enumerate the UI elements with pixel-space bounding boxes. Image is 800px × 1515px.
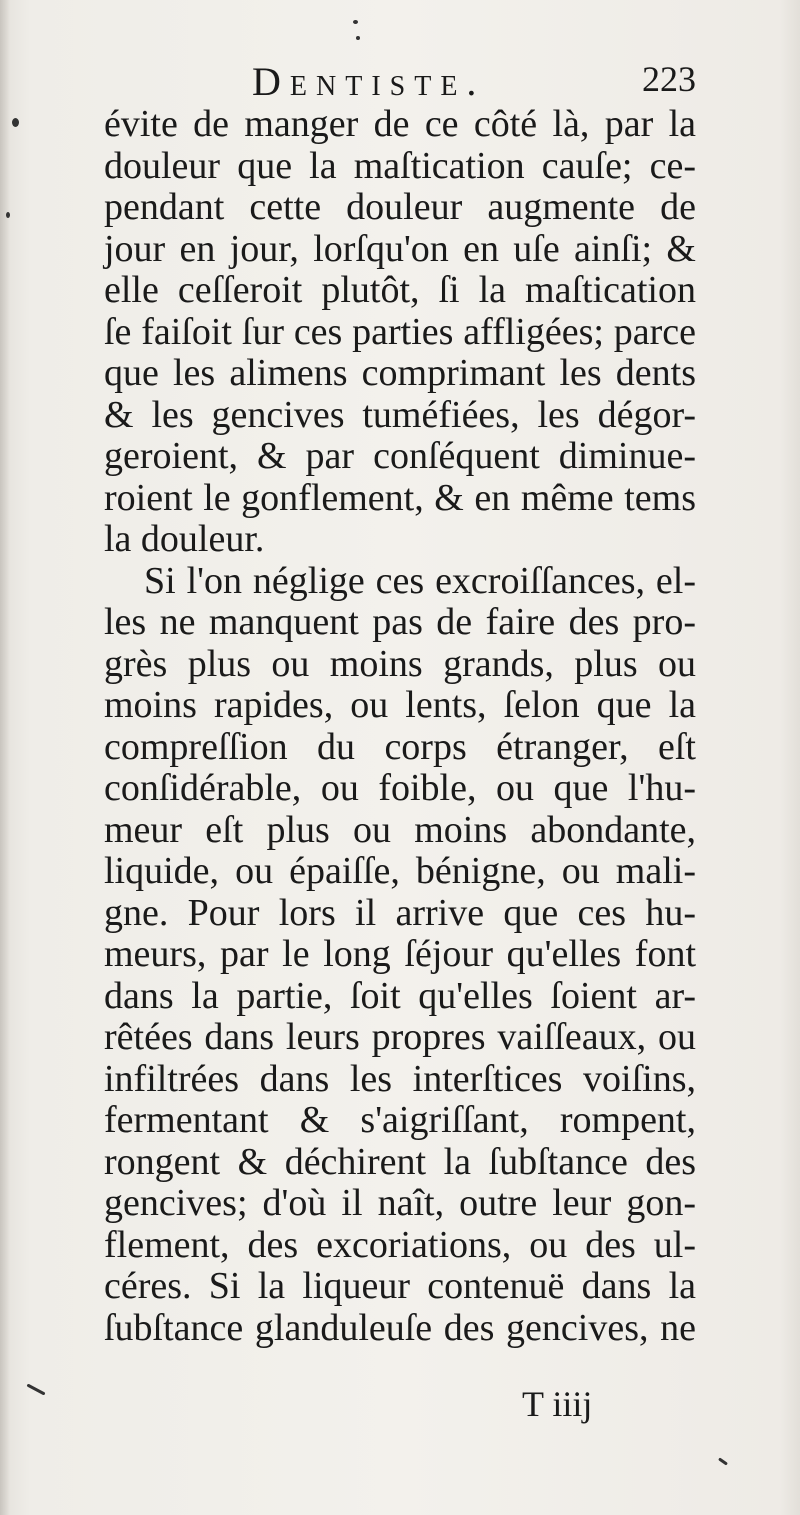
ink-speck [26,1383,45,1395]
text-line: liquide, ou épaiſſe, bénigne, ou mali- [104,850,696,892]
text-line: dans la partie, ſoit qu'elles ſoient ar- [104,974,696,1017]
body-text [104,104,696,1349]
text-line: ſe faiſoit ſur ces parties affligées; parce [104,310,696,353]
page-edge-shadow [0,0,10,1515]
text-line: gencives; d'où il naît, outre leur gon- [104,1182,696,1224]
text-line: roient le gonflement, & en même tems [104,476,696,519]
text-line: moins rapides, ou lents, ſelon que la [104,684,696,726]
text-line: la douleur. [104,518,265,560]
text-line: elle ceſſeroit plutôt, ſi la maſtication [104,269,696,311]
text-line: grès plus ou moins grands, plus ou [104,642,696,685]
text-line: & les gencives tuméfiées, les dégor- [104,393,696,436]
ink-speck [6,212,10,218]
signature-mark: T iiij [522,1384,593,1424]
text-line: meur eſt plus ou moins abondante, [104,808,696,851]
text-line: jour en jour, lorſqu'on en uſe ainſi; & [104,227,696,270]
text-line: geroient, & par conſéquent diminue- [104,435,696,477]
page-footer [104,1383,696,1427]
text-line: rêtées dans leurs propres vaiſſeaux, ou [104,1016,696,1058]
text-line: Si l'on néglige ces excroiſſances, el- [144,559,696,602]
text-line: rongent & déchirent la ſubſtance des [104,1140,696,1183]
ink-speck [356,36,360,40]
page-header [104,58,696,108]
text-line: infiltrées dans les interſtices voiſins, [104,1057,696,1100]
text-line: les ne manquent pas de faire des pro- [104,601,696,643]
text-line: meurs, par le long ſéjour qu'elles font [104,933,696,975]
text-line: flement, des excoriations, ou des ul- [104,1223,696,1266]
paragraph-1 [104,104,696,561]
text-line: ſubſtance glanduleuſe des gencives, ne [104,1306,696,1349]
paragraph-2 [104,561,696,1350]
text-line: gne. Pour lors il arrive que ces hu- [104,891,696,934]
page-number: 223 [642,59,696,99]
text-line: que les alimens comprimant les dents [104,352,696,394]
text-line: évite de manger de ce côté là, par la [104,103,696,145]
ink-speck [353,20,358,24]
ink-speck [718,1457,728,1465]
text-line: douleur que la maſtication cauſe; ce- [104,144,696,187]
running-head: Dentiste. [252,59,486,104]
text-line: compreſſion du corps étranger, eſt [104,725,696,768]
text-line: céres. Si la liqueur contenuë dans la [104,1265,696,1307]
ink-speck [12,118,19,127]
text-line: conſidérable, ou foible, ou que l'hu- [104,767,696,809]
text-line: fermentant & s'aigriſſant, rompent, [104,1099,696,1141]
text-line: pendant cette douleur augmente de [104,186,696,228]
